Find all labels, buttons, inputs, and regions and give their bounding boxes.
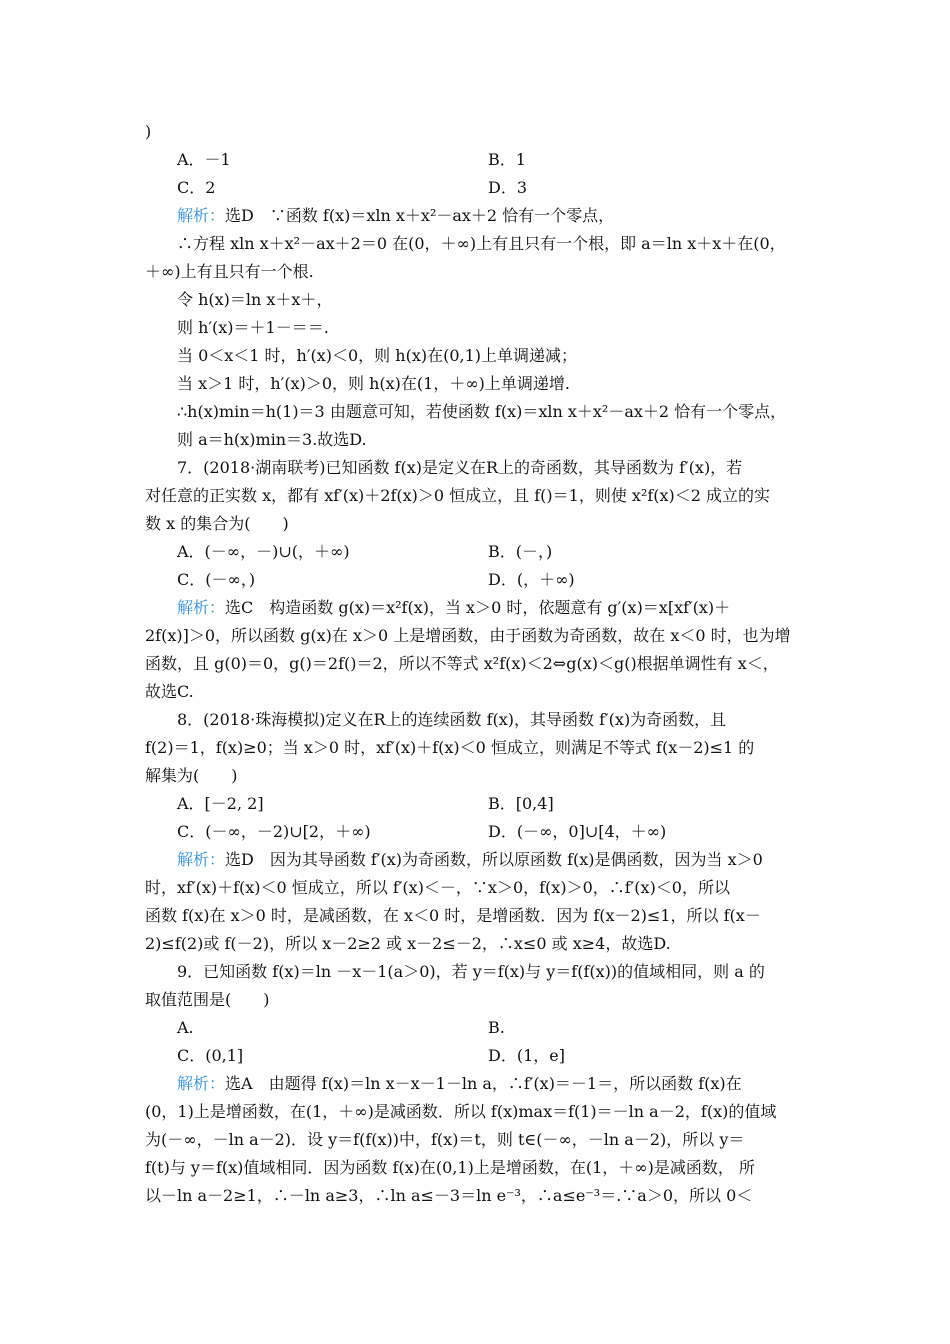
text-line: 令 h(x)＝ln x＋x＋，: [177, 290, 333, 309]
solution-line: [177, 598, 730, 618]
text-line: 函数 f(x)在 x＞0 时，是减函数，在 x＜0 时，是增函数．因为 f(x－2)≤1，所以 f(x－: [145, 906, 761, 925]
text-line: 解集为( ): [145, 766, 238, 785]
option-b: B．1: [488, 150, 526, 169]
text-line: 当 x＞1 时，h′(x)＞0，则 h(x)在(1，＋∞)上单调递增.: [177, 374, 570, 393]
option-c: C．2: [177, 178, 216, 197]
text-line: 以－ln a－2≥1，∴－ln a≥3，∴ln a≤－3＝ln e⁻³，∴a≤e⁻³＝.∵a＞0，所以 0＜: [145, 1186, 753, 1205]
solution-label: 解析：: [177, 850, 226, 869]
text-line: ∴方程 xln x＋x²－ax＋2＝0 在(0，＋∞)上有且只有一个根，即 a＝ln x＋x＋在(0，: [177, 234, 786, 253]
text-line: 函数，且 g(0)＝0，g()＝2f()＝2，所以不等式 x²f(x)＜2⇔g(x)＜g()根据单调性有 x＜，: [145, 654, 779, 673]
solution-line: [177, 1074, 742, 1094]
text-line: 则 h′(x)＝＋1－＝＝.: [177, 318, 329, 337]
question-9: 9．已知函数 f(x)＝ln －x－1(a＞0)，若 y＝f(x)与 y＝f(f(x))的值域相同，则 a 的: [177, 962, 765, 981]
option-a: A.: [177, 1018, 194, 1037]
solution-label: 解析：: [177, 598, 226, 617]
solution-text: 选D 因为其导函数 f′(x)为奇函数，所以原函数 f(x)是偶函数，因为当 x＞0: [225, 850, 763, 869]
text-line: 为(－∞，－ln a－2)．设 y＝f(f(x))中，f(x)＝t，则 t∈(－∞，－ln a－2)，所以 y＝: [145, 1130, 745, 1149]
solution-text: 选C 构造函数 g(x)＝x²f(x)，当 x＞0 时，依题意有 g′(x)＝x[xf′(x)＋: [225, 598, 731, 617]
text-line: 2)≤f(2)或 f(－2)，所以 x－2≥2 或 x－2≤－2，∴x≤0 或 x≥4，故选D.: [145, 934, 671, 953]
text-line: f(t)与 y＝f(x)值域相同．因为函数 f(x)在(0,1)上是增函数，在(1，＋∞)是减函数， 所: [145, 1158, 755, 1177]
text-line: 2f(x)]＞0，所以函数 g(x)在 x＞0 上是增函数，由于函数为奇函数，故在 x＜0 时，也为增: [145, 626, 791, 645]
option-c: C．(－∞，－2)∪[2，＋∞): [177, 822, 371, 841]
solution-text: 选D ∵函数 f(x)＝xln x＋x²－ax＋2 恰有一个零点，: [225, 206, 615, 225]
text-line: 取值范围是( ): [145, 990, 270, 1009]
question-8: 8．(2018·珠海模拟)定义在R上的连续函数 f(x)，其导函数 f′(x)为奇函数，且: [177, 710, 727, 729]
option-b: B．(－，): [488, 542, 553, 561]
text-line: 当 0＜x＜1 时，h′(x)＜0，则 h(x)在(0,1)上单调递减；: [177, 346, 578, 365]
option-a: A．(－∞，－)∪(，＋∞): [177, 542, 350, 561]
text-line: 则 a＝h(x)min＝3.故选D.: [177, 430, 367, 449]
solution-label: 解析：: [177, 206, 226, 225]
option-a: A．－1: [177, 150, 231, 169]
text-line: 对任意的正实数 x，都有 xf′(x)＋2f(x)＞0 恒成立，且 f()＝1，则使 x²f(x)＜2 成立的实: [145, 486, 771, 505]
text-line: 时，xf′(x)＋f(x)＜0 恒成立，所以 f′(x)＜－，∵x＞0，f(x)＞0，∴f′(x)＜0，所以: [145, 878, 730, 897]
option-b: B．[0,4]: [488, 794, 554, 813]
text-line: ∴h(x)min＝h(1)＝3 由题意可知，若使函数 f(x)＝xln x＋x²－ax＋2 恰有一个零点，: [177, 402, 787, 421]
text-line: ): [145, 122, 152, 141]
option-d: D．(，＋∞): [488, 570, 575, 589]
text-line: 故选C.: [145, 682, 194, 701]
option-d: D．(－∞，0]∪[4，＋∞): [488, 822, 667, 841]
solution-line: [177, 206, 614, 226]
text-line: (0，1)上是增函数，在(1，＋∞)是减函数．所以 f(x)max＝f(1)＝－ln a－2，f(x)的值域: [145, 1102, 777, 1121]
text-line: f(2)＝1，f(x)≥0；当 x＞0 时，xf′(x)＋f(x)＜0 恒成立，则满足不等式 f(x－2)≤1 的: [145, 738, 755, 757]
solution-label: 解析：: [177, 1074, 226, 1093]
option-a: A．[－2, 2]: [177, 794, 264, 813]
question-7: 7．(2018·湖南联考)已知函数 f(x)是定义在R上的奇函数，其导函数为 f′(x)，若: [177, 458, 743, 477]
option-c: C．(－∞，): [177, 570, 256, 589]
option-d: D．(1，e]: [488, 1046, 565, 1065]
option-c: C．(0,1]: [177, 1046, 244, 1065]
solution-text: 选A 由题得 f(x)＝ln x－x－1－ln a，∴f′(x)＝－1＝，所以函数 f(x)在: [225, 1074, 742, 1093]
text-line: 数 x 的集合为( ): [145, 514, 289, 533]
option-b: B.: [488, 1018, 505, 1037]
solution-line: [177, 850, 763, 870]
text-line: ＋∞)上有且只有一个根.: [145, 262, 314, 281]
option-d: D．3: [488, 178, 528, 197]
